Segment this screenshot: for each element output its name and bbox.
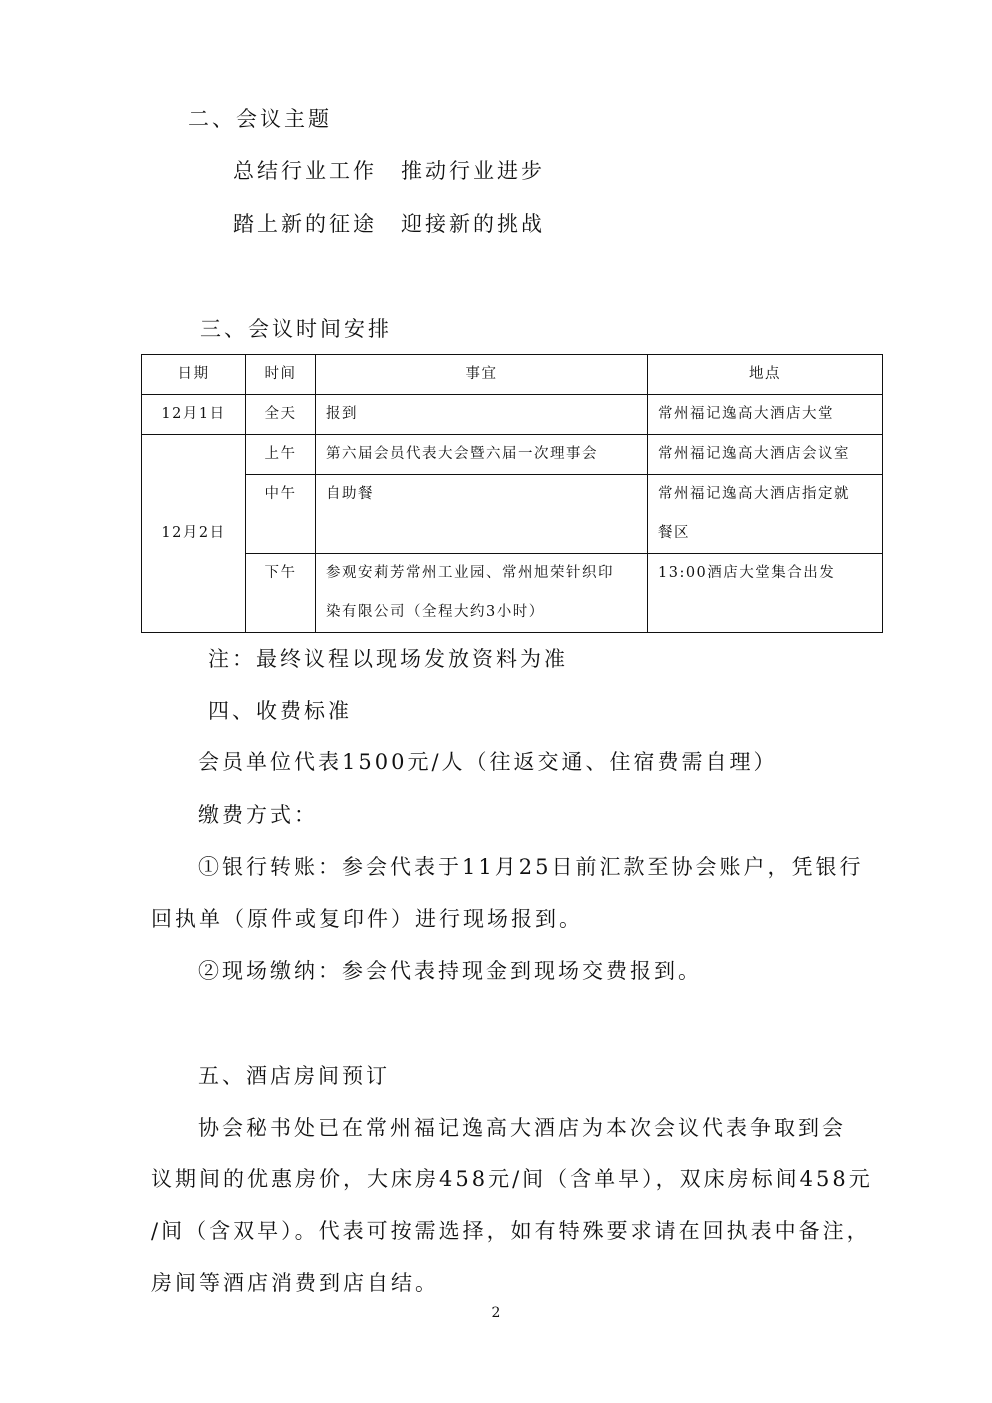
theme-line-1: 总结行业工作 推动行业进步 [233,159,545,183]
onsite-payment: ②现场缴纳：参会代表持现金到现场交费报到。 [198,959,702,983]
section3-heading: 三、会议时间安排 [200,317,392,341]
cell-place [648,475,883,554]
payment-method-label: 缴费方式： [198,803,318,827]
cell-place: 13:00酒店大堂集合出发 [648,554,883,633]
header-date: 日期 [142,355,246,395]
section5-heading: 五、酒店房间预订 [198,1064,390,1088]
cell-date: 12月1日 [142,395,246,435]
cell-place-line-1: 常州福记逸高大酒店指定就 [658,486,850,502]
header-item: 事宜 [316,355,648,395]
cell-time: 上午 [246,435,316,475]
schedule-note: 注：最终议程以现场发放资料为准 [208,647,568,671]
cell-date-merged: 12月2日 [142,435,246,633]
cell-item: 第六届会员代表大会暨六届一次理事会 [316,435,648,475]
table-row [142,395,883,435]
cell-item-line-1: 参观安莉芳常州工业园、常州旭荣针织印 [326,565,614,581]
schedule-table [141,354,883,633]
hotel-paragraph-line-4: 房间等酒店消费到店自结。 [151,1271,439,1295]
section2-heading: 二、会议主题 [188,107,332,131]
bank-transfer-line-1: ①银行转账：参会代表于11月25日前汇款至协会账户，凭银行 [198,855,864,879]
hotel-paragraph-line-3: /间（含双早）。代表可按需选择，如有特殊要求请在回执表中备注， [151,1219,871,1243]
hotel-paragraph-line-2: 议期间的优惠房价，大床房458元/间（含单早），双床房标间458元 [151,1167,873,1191]
cell-item: 报到 [316,395,648,435]
hotel-paragraph-line-1: 协会秘书处已在常州福记逸高大酒店为本次会议代表争取到会 [198,1116,846,1140]
cell-time: 中午 [246,475,316,554]
table-header-row [142,355,883,395]
header-place: 地点 [648,355,883,395]
bank-transfer-line-2: 回执单（原件或复印件）进行现场报到。 [151,907,583,931]
cell-item: 自助餐 [316,475,648,554]
cell-item-line-2: 染有限公司（全程大约3小时） [326,604,545,620]
fee-standard: 会员单位代表1500元/人（往返交通、住宿费需自理） [198,750,778,774]
table-row [142,475,883,554]
table-row [142,554,883,633]
cell-time: 下午 [246,554,316,633]
table-row [142,435,883,475]
cell-place: 常州福记逸高大酒店会议室 [648,435,883,475]
cell-item [316,554,648,633]
page-number: 2 [491,1305,501,1321]
theme-line-2: 踏上新的征途 迎接新的挑战 [233,212,545,236]
header-time: 时间 [246,355,316,395]
cell-place-line-2: 餐区 [658,525,690,541]
cell-time: 全天 [246,395,316,435]
section4-heading: 四、收费标准 [208,699,352,723]
cell-place: 常州福记逸高大酒店大堂 [648,395,883,435]
